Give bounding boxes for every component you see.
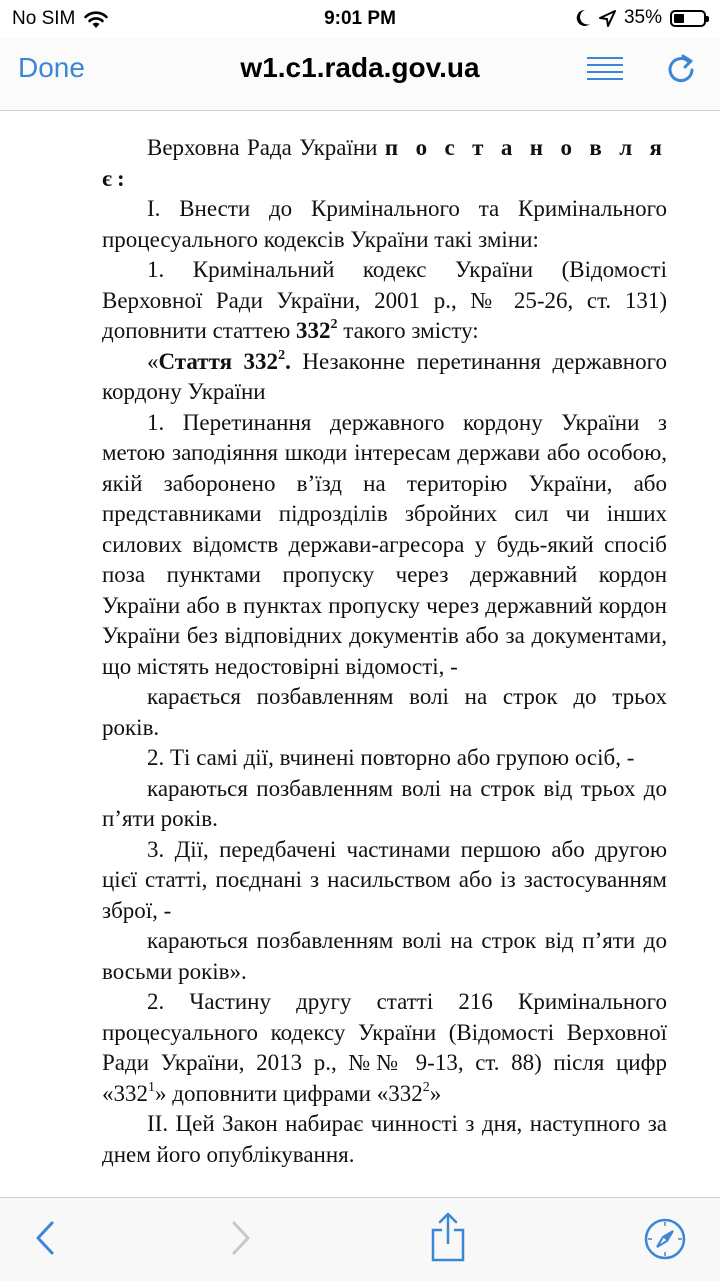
chevron-right-icon[interactable] bbox=[230, 1220, 252, 1256]
page-url-title: w1.c1.rada.gov.ua bbox=[240, 52, 480, 83]
bottom-toolbar bbox=[0, 1197, 720, 1281]
doc-paragraph: карається позбавленням волі на строк до трьох років. bbox=[102, 684, 667, 740]
doc-paragraph: Верховна Рада України п о с т а н о в л я є: bbox=[102, 135, 667, 191]
doc-paragraph: 1. Перетинання державного кордону України з метою заподіяння шкоди інтересам держави або особою, якій заборонено в’їзд на територію України, або представниками підрозділів збройних сил чи інших силових відомств держави-агресора у будь-який спосіб поза пунктами пропуску через державний кордон України або в пунктах пропуску через державний кордон України без відповідних документів або за документами, що містять недостовірні відомості, - bbox=[102, 409, 667, 679]
done-button[interactable]: Done bbox=[18, 52, 85, 83]
moon-icon bbox=[575, 9, 591, 27]
status-bar bbox=[0, 0, 720, 38]
document-content bbox=[102, 133, 667, 1170]
compass-icon[interactable] bbox=[644, 1218, 686, 1260]
navigation-bar bbox=[0, 38, 720, 111]
doc-paragraph: 2. Ті самі дії, вчинені повторно або групою осіб, - bbox=[147, 745, 635, 770]
reload-icon[interactable] bbox=[666, 52, 696, 86]
chevron-left-icon[interactable] bbox=[34, 1220, 56, 1256]
status-time: 9:01 PM bbox=[324, 8, 396, 29]
doc-paragraph: ІІ. Цей Закон набирає чинності з дня, наступного за днем його опублікування. bbox=[102, 1111, 667, 1167]
battery-percent: 35% bbox=[623, 7, 662, 28]
doc-article-heading: «Стаття $332^2$. Незаконне перетинання державного кордону України bbox=[102, 347, 667, 404]
location-arrow-icon bbox=[599, 10, 616, 27]
carrier-label: No SIM bbox=[12, 8, 76, 29]
share-icon[interactable] bbox=[430, 1212, 466, 1262]
doc-paragraph: 2. Частину другу статті 216 Кримінального процесуального кодексу України (Відомості Верховної Ради України, 2013 р., №№ 9-13, ст. 88) після цифр «$332^1$» доповнити цифрами «$332^2$» bbox=[102, 989, 667, 1106]
status-right bbox=[575, 7, 706, 29]
doc-paragraph: 3. Дії, передбачені частинами першою або другою цієї статті, поєднані з насильством або із застосуванням зброї, - bbox=[102, 836, 667, 923]
battery-icon bbox=[670, 10, 706, 27]
doc-paragraph: караються позбавленням волі на строк від п’яти до восьми років». bbox=[102, 928, 667, 984]
doc-paragraph: І. Внести до Кримінального та Кримінального процесуального кодексів України такі зміни: bbox=[102, 196, 667, 252]
doc-paragraph: 1. Кримінальний кодекс України (Відомості Верховної Ради України, 2001 р., № 25-26, ст. 131) доповнити статтею $332^2$ такого змісту: bbox=[102, 257, 667, 343]
reader-list-icon[interactable] bbox=[586, 56, 624, 82]
doc-paragraph: караються позбавленням волі на строк від трьох до п’яти років. bbox=[102, 775, 667, 831]
